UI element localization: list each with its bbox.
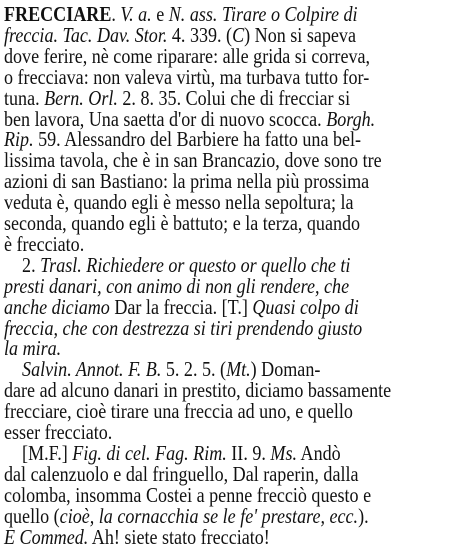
entry-text-run: FRECCIARE: [4, 2, 112, 26]
entry-text-run: dal calenzuolo e dal fringuello, Dal raperin, dalla: [4, 461, 359, 486]
entry-text-run: Ms.: [270, 440, 298, 465]
entry-text-run: o frecciava: non valeva virtù, ma turbava tutto for-: [4, 64, 370, 89]
entry-text-run: la mira.: [4, 336, 62, 361]
entry-line: [4, 524, 270, 549]
entry-text-run: anche diciamo: [4, 294, 110, 319]
entry-text-run: frecciare, cioè tirare una freccia ad uno, e quello: [4, 399, 353, 424]
entry-text-run: Bern. Orl.: [44, 85, 118, 110]
entry-text-run: dove ferire, nè come riparare: alle grida si correva,: [4, 43, 371, 68]
entry-text-run: lissima tavola, che è in san Brancazio, dove sono tre: [4, 148, 382, 173]
entry-text-run: Fig. di cel. Fag. Rim.: [72, 440, 227, 465]
entry-text-run: 4. 339. (: [167, 22, 233, 47]
entry-text-run: quello (: [4, 503, 60, 528]
entry-text-run: 5. 2. 5. (: [161, 357, 227, 382]
entry-text-run: Dar la freccia. [T.]: [109, 294, 253, 319]
entry-text-run: II. 9.: [226, 440, 271, 465]
entry-text-run: azioni di san Bastiano: la prima nella più prossima: [4, 169, 370, 194]
entry-text-run: colomba, insomma Costei a penne frecciò questo e: [4, 482, 372, 507]
entry-text-run: Andò: [297, 440, 341, 465]
entry-text-run: E Commed.: [4, 524, 89, 549]
entry-text-run: ).: [358, 503, 369, 528]
entry-text-run: presti danari, con animo di non gli rendere, che: [4, 273, 350, 298]
entry-text-run: .: [111, 2, 121, 26]
entry-text-run: Salvin. Annot. F. B.: [22, 357, 162, 382]
entry-text-run: Ah! siete stato frecciato!: [88, 524, 270, 549]
entry-text-run: ) Doman-: [250, 357, 321, 382]
entry-text-run: Mt.: [226, 357, 251, 382]
entry-text-run: esser frecciato.: [4, 420, 113, 444]
entry-text-run: ben lavora, Una saetta d'or di nuovo scocca.: [4, 106, 327, 131]
entry-text-run: 2. 8. 35. Colui che di frecciar si: [117, 85, 351, 110]
entry-text-run: ) Non si sapeva: [244, 22, 356, 47]
entry-text-run: [M.F.]: [4, 440, 73, 465]
entry-text-run: cioè, la cornacchia se le fe' prestare, ecc.: [59, 503, 359, 528]
entry-text-run: ass.: [189, 2, 218, 26]
entry-text-run: e: [151, 2, 169, 26]
entry-text-run: Borgh.: [326, 106, 376, 131]
entry-text-run: C: [232, 22, 245, 47]
entry-text-run: 59. Alessandro del Barbiere ha fatto una bel-: [33, 127, 362, 152]
entry-text-run: Trasl. Richiedere or questo or quello che ti: [40, 252, 351, 277]
entry-text-run: veduta è, quando egli è messo nella sepoltura; la: [4, 190, 354, 215]
entry-text-run: freccia, che con destrezza si tiri prendendo giusto: [4, 315, 363, 340]
entry-text-run: seconda, quando egli è battuto; e la terza, quando: [4, 211, 361, 235]
entry-text-run: V. a.: [120, 2, 152, 26]
entry-text-run: Rip.: [4, 127, 34, 152]
entry-text-run: Tirare o Colpire di: [221, 2, 358, 26]
entry-text-run: dare ad alcuno danari in prestito, diciamo bassamente: [4, 378, 392, 403]
entry-text-run: freccia. Tac. Dav. Stor.: [4, 22, 168, 47]
entry-text-run: è frecciato.: [4, 231, 85, 256]
entry-text-run: 2.: [4, 252, 41, 277]
entry-text-run: N.: [168, 2, 186, 26]
entry-text-run: Quasi colpo di: [252, 294, 359, 319]
entry-text-run: tuna.: [4, 85, 45, 110]
